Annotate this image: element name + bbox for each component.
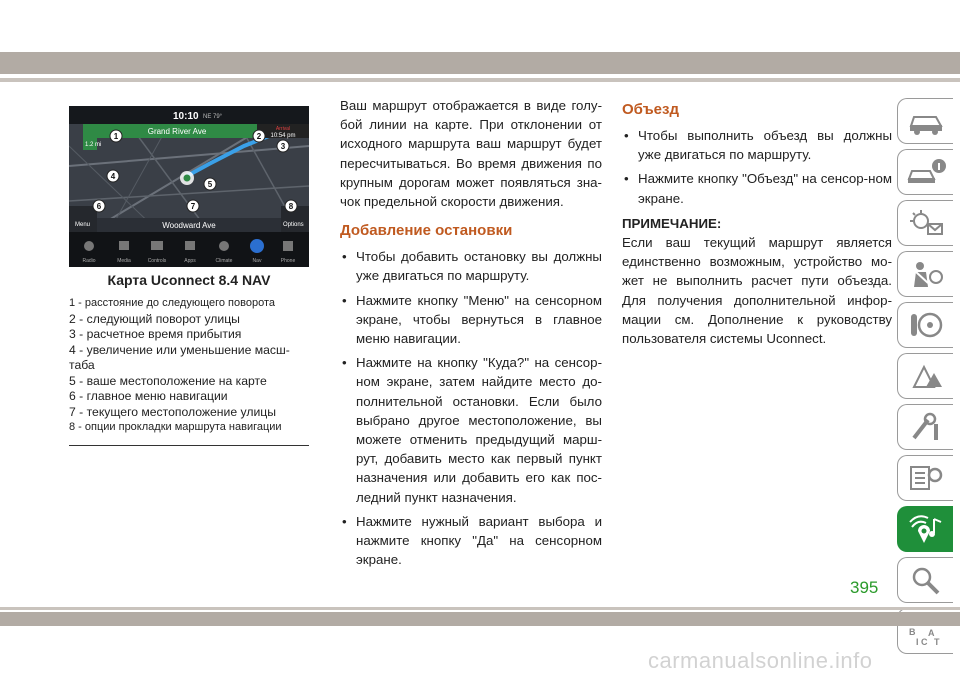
car-info-icon xyxy=(906,157,946,187)
add-stop-list xyxy=(340,247,602,569)
detour-list xyxy=(622,126,892,208)
screen-app-climate: Climate xyxy=(215,258,233,264)
screen-bottom-street: Woodward Ave xyxy=(162,221,216,230)
list-item: • Нажмите кнопку "Меню" на сенсорном экране, чтобы вернуться в главное меню навигации. xyxy=(340,291,602,349)
chapter-tabs xyxy=(897,98,960,659)
tab-dashboard-lights[interactable] xyxy=(897,200,953,246)
intro-paragraph: Ваш маршрут отображается в виде голу-бой линии на карте. При отклонении от исходного маршрута ваш маршрут будет пересчитываться. Во время движения по крупным дорогам может появляться зна-чок предельной скорости движения. xyxy=(340,98,602,210)
screen-options-label: Options xyxy=(283,222,304,228)
legend-item: 7 - текущего местоположение улицы xyxy=(69,404,276,419)
right-column xyxy=(622,96,892,348)
warning-light-icon xyxy=(906,208,946,238)
figure-caption: Карта Uconnect 8.4 NAV xyxy=(107,272,271,288)
list-item: • Нажмите нужный вариант выбора и нажмите кнопку "Да" на сенсорном экране. xyxy=(340,512,602,570)
screen-menu-label: Menu xyxy=(75,222,91,228)
tab-driving[interactable] xyxy=(897,302,953,348)
callout-1: 1 xyxy=(113,132,119,141)
svg-text:B: B xyxy=(908,627,915,637)
callout-3: 3 xyxy=(280,142,286,151)
screen-distance: 1.2 mi xyxy=(85,142,102,148)
legend-item: 5 - ваше местоположение на карте xyxy=(69,373,267,388)
watermark: carmanualsonline.info xyxy=(648,648,873,673)
list-item: • Чтобы добавить остановку вы должны уже двигаться по маршруту. xyxy=(340,247,602,285)
tab-specifications[interactable] xyxy=(897,455,953,501)
section-heading-add-stop: Добавление остановки xyxy=(340,222,513,240)
note-text: Если ваш текущий маршрут является единственно возможным, устройство мо-жет не выполнить расчет пути объезда. Для получения дополнительной инфор-мации см. Дополнение к руководству пользователя системы Uconnect. xyxy=(622,235,892,347)
list-item: • Нажмите кнопку "Объезд" на сенсор-ном экране. xyxy=(622,169,892,207)
list-item: • Нажмите на кнопку "Куда?" на сенсор-ном экране, затем найдите место до-полнительной остановки. Если было выбрано другое местоположение, вы можете отменить предыдущий марш-рут, добавить место как первый пункт назначения или добавить его как пос-ледний пункт назначения. xyxy=(340,353,602,507)
screen-arrival-time: 10:54 pm xyxy=(270,133,296,139)
screen-arrival-label: Arrival xyxy=(275,126,291,132)
page-number: 395 xyxy=(850,578,879,597)
screen-app-media: Media xyxy=(117,258,131,264)
svg-text:I C: I C xyxy=(915,637,928,647)
footer-stripe xyxy=(0,612,960,626)
tab-vehicle[interactable] xyxy=(897,98,953,144)
note-title: ПРИМЕЧАНИЕ: xyxy=(622,215,722,231)
screen-time: 10:10 xyxy=(173,111,199,122)
svg-text:T: T xyxy=(933,637,939,647)
tab-multimedia[interactable] xyxy=(897,506,953,552)
multimedia-icon xyxy=(906,513,946,545)
tab-emergency[interactable] xyxy=(897,353,953,399)
legend-item: 1 - расстояние до следующего поворота xyxy=(69,297,275,309)
footer-line xyxy=(0,607,960,610)
seatbelt-icon xyxy=(906,259,946,289)
callout-7: 7 xyxy=(190,202,196,211)
tab-safety[interactable] xyxy=(897,251,953,297)
legend-divider xyxy=(69,445,309,446)
hazard-icon xyxy=(906,361,946,391)
legend-item: 8 - опции прокладки маршрута навигации xyxy=(69,421,282,433)
callout-2: 2 xyxy=(256,132,262,141)
screen-app-apps: Apps xyxy=(184,258,196,264)
screen-app-controls: Controls xyxy=(147,258,167,264)
screen-temp: NE 79° xyxy=(203,114,223,120)
tab-vehicle-info[interactable] xyxy=(897,149,953,195)
nav-screen-image xyxy=(69,106,309,267)
legend-item: 4 - увеличение или уменьшение масш- xyxy=(69,342,290,357)
legend-item: таба xyxy=(69,358,95,372)
legend-item: 3 - расчетное время прибытия xyxy=(69,327,242,341)
screen-app-phone: Phone xyxy=(280,258,296,264)
legend-item: 6 - главное меню навигации xyxy=(69,389,228,403)
legend-item: 2 - следующий поворот улицы xyxy=(69,311,240,326)
section-heading-detour: Объезд xyxy=(622,101,679,118)
figure-legend xyxy=(69,296,309,436)
screen-top-street: Grand River Ave xyxy=(147,127,207,136)
top-band xyxy=(0,0,960,50)
steering-wheel-icon xyxy=(906,310,946,340)
svg-text:A: A xyxy=(927,628,934,638)
callout-5: 5 xyxy=(207,180,213,189)
callout-4: 4 xyxy=(110,172,116,181)
specs-gear-icon xyxy=(906,463,946,493)
wrench-icon xyxy=(906,412,946,442)
magnifier-icon xyxy=(906,565,946,595)
middle-column xyxy=(340,96,602,574)
header-stripe xyxy=(0,52,960,74)
screen-app-radio: Radio xyxy=(82,258,96,264)
tab-service[interactable] xyxy=(897,404,953,450)
screen-app-nav: Nav xyxy=(252,258,262,264)
list-item: • Чтобы выполнить объезд вы должны уже двигаться по маршруту. xyxy=(622,126,892,164)
tab-index[interactable] xyxy=(897,557,953,603)
car-icon xyxy=(906,106,946,136)
callout-8: 8 xyxy=(288,202,294,211)
header-line xyxy=(0,78,960,82)
callout-6: 6 xyxy=(96,202,102,211)
